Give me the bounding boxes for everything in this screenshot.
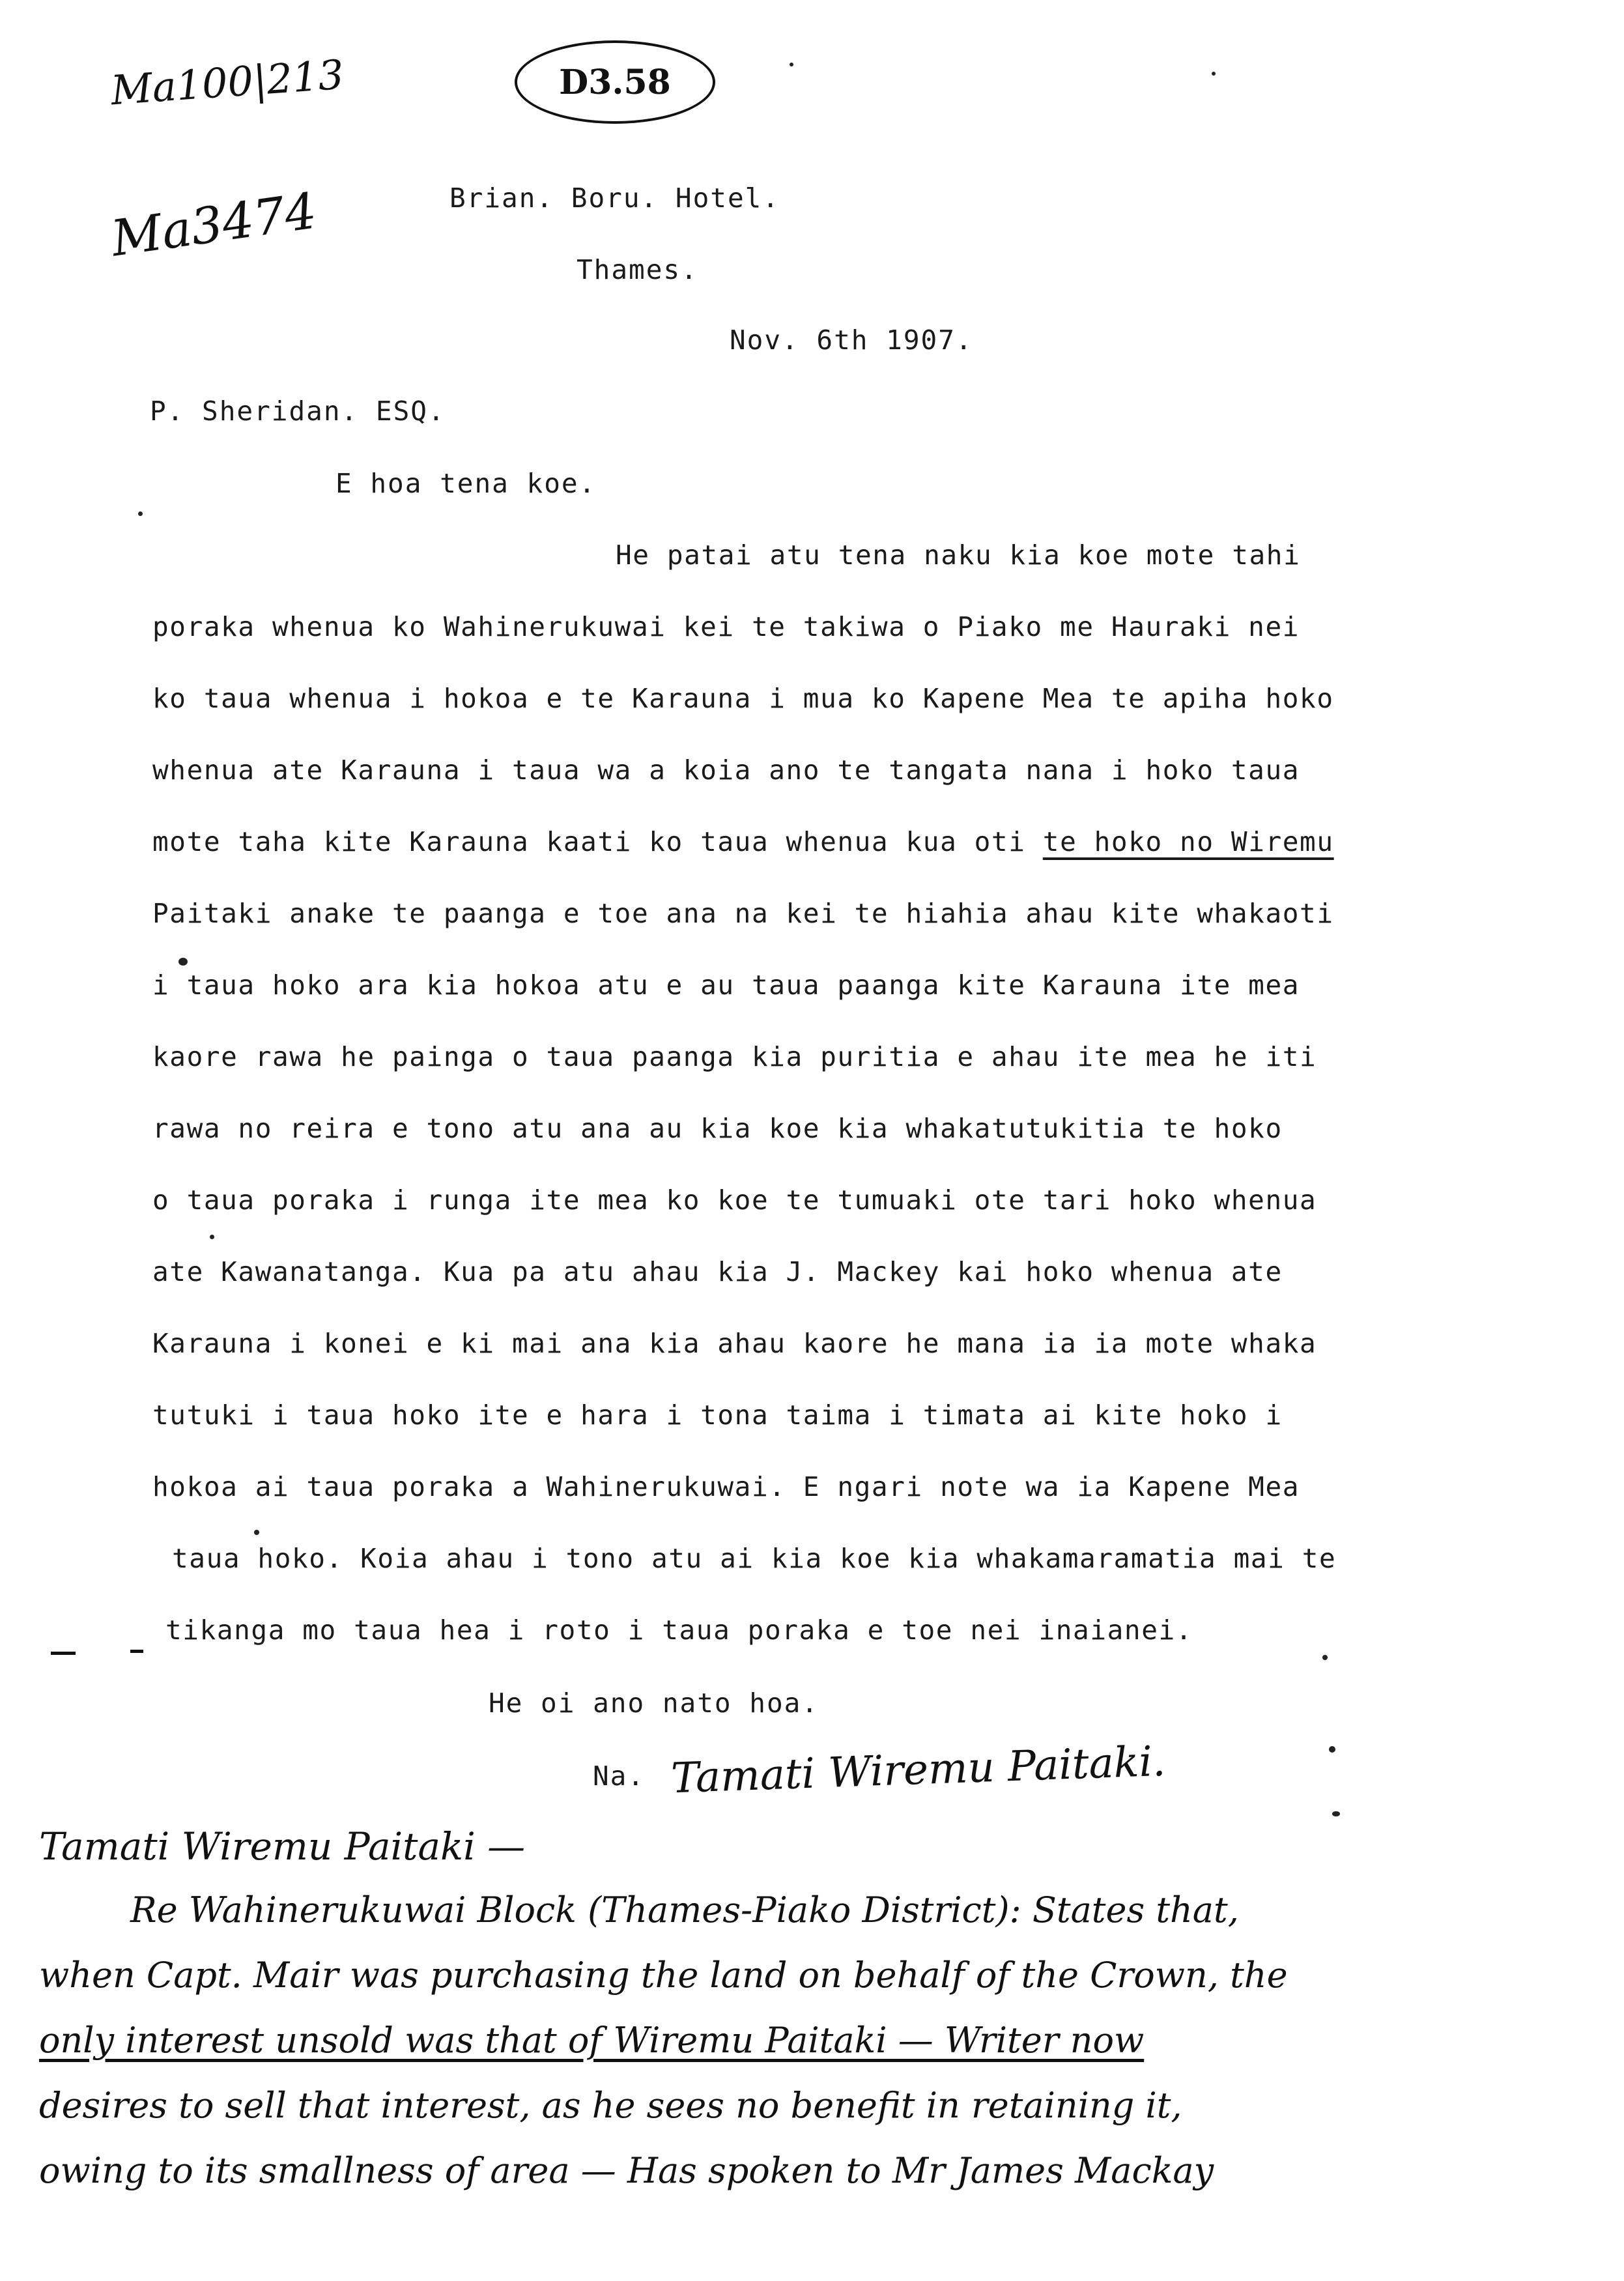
minute-line: when Capt. Mair was purchasing the land on behalf of the Crown, the <box>39 1955 1288 1996</box>
minute-line: desires to sell that interest, as he sees no benefit in retaining it, <box>39 2085 1182 2126</box>
body-line: Paitaki anake te paanga e toe ana na kei te hiahia ahau kite whakaoti <box>152 898 1334 929</box>
body-line: i taua hoko ara kia hokoa atu e au taua paanga kite Karauna ite mea <box>152 969 1300 1001</box>
scan-speck <box>1329 1746 1335 1753</box>
scan-speck <box>254 1530 259 1535</box>
body-line: tutuki i taua hoko ite e hara i tona taima i timata ai kite hoko i <box>152 1399 1283 1431</box>
scan-speck <box>1212 72 1216 76</box>
underlined-phrase: te hoko no Wiremu <box>1042 826 1334 857</box>
minute-line-underlined: only interest unsold was that of Wiremu Paitaki — Writer now <box>39 2020 1145 2061</box>
scan-speck <box>210 1235 214 1239</box>
number-reference-annotation: Ma3474 <box>107 181 321 268</box>
signature-prefix: Na. <box>593 1760 646 1792</box>
file-reference-annotation: Ma100|213 <box>109 50 346 115</box>
body-line: o taua poraka i runga ite mea ko koe te tumuaki ote tari hoko whenua <box>152 1184 1317 1216</box>
circled-reference-annotation: D3.58 <box>515 40 715 124</box>
margin-dash-mark <box>51 1652 76 1655</box>
scan-speck <box>1332 1811 1340 1816</box>
scan-speck <box>178 958 188 966</box>
body-line: kaore rawa he painga o taua paanga kia puritia e ahau ite mea he iti <box>152 1041 1317 1072</box>
minute-heading: Tamati Wiremu Paitaki — <box>39 1824 526 1869</box>
salutation: E hoa tena koe. <box>335 468 597 499</box>
body-line: hokoa ai taua poraka a Wahinerukuwai. E ngari note wa ia Kapene Mea <box>152 1471 1300 1502</box>
margin-dash-mark <box>130 1650 143 1653</box>
letterhead-town: Thames. <box>577 254 698 285</box>
body-line: whenua ate Karauna i taua wa a koia ano te tangata nana i hoko taua <box>152 754 1300 786</box>
scan-speck <box>138 511 143 516</box>
body-line: taua hoko. Koia ahau i tono atu ai kia koe kia whakamaramatia mai te <box>172 1543 1337 1574</box>
body-line: rawa no reira e tono atu ana au kia koe kia whakatutukitia te hoko <box>152 1113 1283 1144</box>
body-line: tikanga mo taua hea i roto i taua poraka e toe nei inaianei. <box>165 1614 1193 1646</box>
minute-line: Re Wahinerukuwai Block (Thames-Piako District): States that, <box>130 1889 1239 1930</box>
letter-date: Nov. 6th 1907. <box>730 324 973 356</box>
scan-speck <box>1322 1655 1328 1660</box>
body-line: poraka whenua ko Wahinerukuwai kei te takiwa o Piako me Hauraki nei <box>152 611 1300 642</box>
body-line: Karauna i konei e ki mai ana kia ahau kaore he mana ia ia mote whaka <box>152 1328 1317 1359</box>
letterhead-hotel: Brian. Boru. Hotel. <box>449 182 780 214</box>
closing: He oi ano nato hoa. <box>489 1687 819 1719</box>
recipient: P. Sheridan. ESQ. <box>150 395 446 427</box>
signature: Tamati Wiremu Paitaki. <box>670 1737 1167 1803</box>
body-line: ko taua whenua i hokoa e te Karauna i mua ko Kapene Mea te apiha hoko <box>152 683 1334 714</box>
scan-speck <box>790 63 793 66</box>
body-line: ate Kawanatanga. Kua pa atu ahau kia J. Mackey kai hoko whenua ate <box>152 1256 1283 1287</box>
body-line-underlined: mote taha kite Karauna kaati ko taua whenua kua oti te hoko no Wiremu <box>152 826 1334 857</box>
minute-line: owing to its smallness of area — Has spoken to Mr James Mackay <box>39 2150 1214 2191</box>
body-line: He patai atu tena naku kia koe mote tahi <box>616 539 1301 571</box>
